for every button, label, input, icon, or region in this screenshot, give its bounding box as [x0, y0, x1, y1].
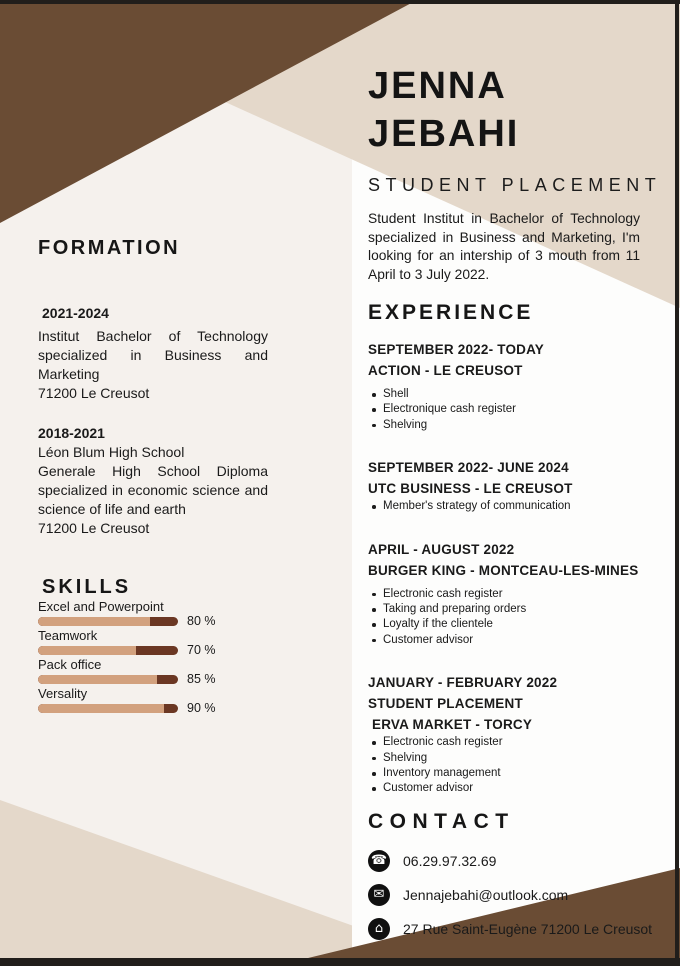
contact-row-email [368, 884, 640, 906]
experience-dates: APRIL - AUGUST 2022 [368, 541, 515, 557]
experience-bullet: Shell [368, 387, 640, 402]
experience-bullet-list [368, 735, 640, 797]
page-border-bottom [0, 958, 680, 966]
experience-bullet: Electronic cash register [368, 735, 640, 750]
skill-item [38, 599, 268, 628]
experience-entry [368, 457, 640, 514]
skill-percent: 80 % [187, 614, 216, 628]
email-address: Jennajebahi@outlook.com [403, 886, 569, 903]
candidate-last-name: JEBAHI [368, 113, 520, 155]
skill-item [38, 686, 268, 715]
experience-company: ACTION - LE CREUSOT [368, 363, 523, 378]
candidate-name [368, 62, 640, 158]
experience-entry [368, 339, 640, 433]
right-column [368, 62, 662, 940]
education-entry [38, 424, 268, 538]
experience-bullet: Customer advisor [368, 781, 640, 796]
left-column [38, 237, 268, 715]
skill-bar-row [38, 614, 268, 628]
contact-row-phone [368, 850, 640, 872]
skill-bar-fill [38, 675, 157, 684]
experience-dates: SEPTEMBER 2022- TODAY [368, 342, 545, 357]
experience-heading: EXPERIENCE [368, 301, 534, 324]
formation-heading: FORMATION [38, 237, 181, 259]
education-entry [38, 304, 268, 403]
experience-company: UTC BUSINESS - LE CREUSOT [368, 481, 573, 497]
skill-bar-row [38, 672, 268, 686]
experience-entry [368, 539, 640, 649]
education-description: Institut Bachelor of Technology specialized in Business and Marketing [38, 328, 268, 382]
experience-dates: SEPTEMBER 2022- JUNE 2024 [368, 460, 569, 476]
skill-percent: 90 % [187, 701, 216, 715]
skill-bar-row [38, 701, 268, 715]
experience-bullet: Shelving [368, 751, 640, 766]
phone-icon [368, 850, 390, 872]
experience-bullet: Member's strategy of communication [368, 499, 640, 514]
email-glyph: ✉ [373, 887, 385, 903]
skill-bar-fill [38, 617, 150, 626]
skill-label: Pack office [38, 657, 102, 672]
postal-address: 27 Rue Saint-Eugène 71200 Le Creusot [403, 920, 653, 937]
candidate-first-name: JENNA [368, 65, 507, 107]
page-border-right [675, 0, 679, 966]
education-description: Generale High School Diploma specialized in economic science and science of life and earth [38, 463, 268, 517]
experience-bullet: Electronique cash register [368, 402, 640, 417]
skill-label: Versality [38, 686, 88, 701]
experience-bullet: Shelving [368, 418, 640, 433]
skill-item [38, 628, 268, 657]
experience-bullet-list [368, 499, 640, 514]
skill-bar-track [38, 704, 178, 713]
contact-row-address [368, 918, 653, 940]
home-icon [368, 918, 390, 940]
skill-item [38, 657, 268, 686]
skill-label: Teamwork [38, 628, 98, 643]
skills-heading: SKILLS [42, 576, 132, 598]
experience-bullet: Taking and preparing orders [368, 602, 640, 617]
page-border-top [0, 0, 680, 4]
experience-company: ERVA MARKET - TORCY [372, 717, 533, 733]
skill-bar-fill [38, 646, 136, 655]
candidate-title: STUDENT PLACEMENT [368, 175, 662, 195]
profile-summary: Student Institut in Bachelor of Technology specialized in Business and Marketing, I'm looking for an intership of 3 mouth from 11 April to 3 July 2022. [368, 211, 640, 282]
education-location: 71200 Le Creusot [38, 520, 150, 536]
experience-entry [368, 672, 640, 797]
experience-bullet: Loyalty if the clientele [368, 617, 640, 632]
experience-bullet: Inventory management [368, 766, 640, 781]
skill-bar-row [38, 643, 268, 657]
experience-bullet-list [368, 587, 640, 649]
skill-bar-fill [38, 704, 164, 713]
education-dates: 2018-2021 [38, 425, 105, 441]
skill-bar-track [38, 675, 178, 684]
education-dates: 2021-2024 [42, 305, 109, 321]
education-school: Léon Blum High School [38, 444, 185, 460]
skill-label: Excel and Powerpoint [38, 599, 164, 614]
email-icon [368, 884, 390, 906]
skill-bar-track [38, 617, 178, 626]
experience-role: STUDENT PLACEMENT [368, 696, 523, 712]
skill-percent: 70 % [187, 643, 216, 657]
education-location: 71200 Le Creusot [38, 385, 150, 401]
experience-company: BURGER KING - MONTCEAU-LES-MINES [368, 562, 639, 578]
experience-dates: JANUARY - FEBRUARY 2022 [368, 675, 558, 691]
home-glyph: ⌂ [374, 921, 384, 937]
skill-percent: 85 % [187, 672, 216, 686]
skill-bar-track [38, 646, 178, 655]
experience-bullet-list [368, 387, 640, 433]
contact-heading: CONTACT [368, 809, 515, 833]
phone-glyph: ☎ [370, 853, 388, 869]
experience-bullet: Customer advisor [368, 633, 640, 648]
experience-bullet: Electronic cash register [368, 587, 640, 602]
phone-number: 06.29.97.32.69 [403, 852, 497, 869]
